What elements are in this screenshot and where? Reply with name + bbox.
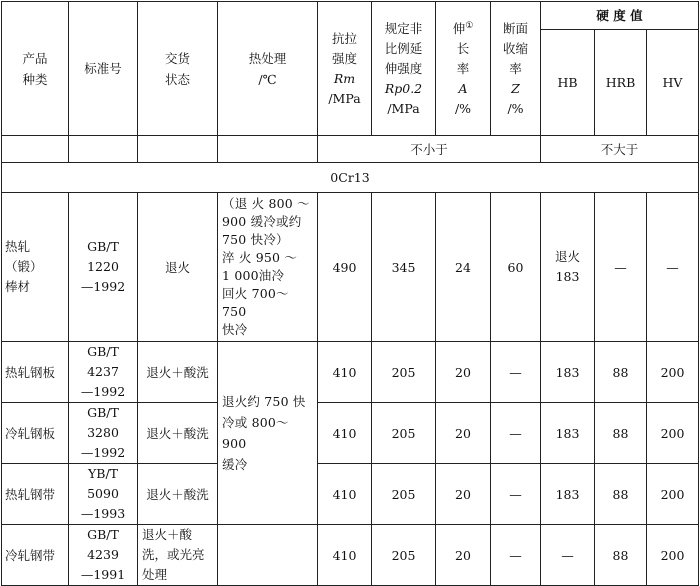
standard-line1: GB/T 3280 xyxy=(87,405,119,440)
reduction-value: — xyxy=(491,464,541,525)
reduction-value: — xyxy=(491,342,541,403)
header-elong-symbol: A xyxy=(458,80,468,96)
header-heat-treatment xyxy=(218,2,318,136)
delivery-state: 退火＋酸洗 xyxy=(138,464,218,525)
ht-line1: （退 火 800 ～ xyxy=(222,196,310,211)
not-greater-than: 不大于 xyxy=(541,136,699,163)
shared-ht-line1: 退火约 750 快 xyxy=(222,394,306,409)
proof-value: 205 xyxy=(372,525,436,586)
standard-line2: —1992 xyxy=(80,384,126,399)
header-tensile-unit: /MPa xyxy=(328,90,361,106)
header-proof-symbol: Rp0.2 xyxy=(384,80,423,96)
elongation-value: 20 xyxy=(436,342,491,403)
header-proof-line3: 伸强度 xyxy=(384,60,423,76)
properties-table xyxy=(1,1,699,586)
table-row xyxy=(2,464,699,525)
table-row xyxy=(2,342,699,403)
header-red-line3: 率 xyxy=(509,60,522,76)
ht-blank xyxy=(218,525,318,586)
header-ht-line2: /℃ xyxy=(258,71,277,87)
standard-line1: YB/T 5090 xyxy=(87,466,119,501)
proof-value: 205 xyxy=(372,342,436,403)
product-line1: 热轧（锻） xyxy=(5,239,43,274)
standard-line1: GB/T 4239 xyxy=(87,527,119,562)
header-product-type-line1: 产品 xyxy=(22,50,48,66)
hrb-value: 88 xyxy=(595,464,647,525)
limits-blank-1 xyxy=(2,136,69,163)
tensile-value: 410 xyxy=(318,525,372,586)
tensile-value: 410 xyxy=(318,464,372,525)
standard-line1: GB/T 4237 xyxy=(87,344,119,379)
product-type: 热轧钢板 xyxy=(2,342,69,403)
elongation-value: 20 xyxy=(436,525,491,586)
delivery-state: 退火＋酸洗 xyxy=(138,342,218,403)
standard-no xyxy=(69,342,138,403)
header-delivery-state xyxy=(138,2,218,136)
standard-no xyxy=(69,525,138,586)
header-ht-line1: 热处理 xyxy=(248,50,287,66)
header-standard-no: 标准号 xyxy=(69,2,138,136)
ht-line2: 900 缓冷或约 xyxy=(222,214,302,229)
product-type xyxy=(2,193,69,342)
shared-ht-line2: 冷或 800～900 xyxy=(222,415,289,451)
product-type: 冷轧钢带 xyxy=(2,525,69,586)
standard-no xyxy=(69,193,138,342)
hv-value: 200 xyxy=(647,342,699,403)
shared-ht-line3: 缓冷 xyxy=(222,457,248,472)
header-elongation xyxy=(436,2,491,136)
header-product-type-line2: 种类 xyxy=(22,71,48,87)
ht-line7: 快冷 xyxy=(222,322,248,337)
hv-value: 200 xyxy=(647,525,699,586)
hrb-value: 88 xyxy=(595,342,647,403)
header-tensile-strength xyxy=(318,2,372,136)
delivery-state: 退火＋酸洗，或光亮处理 xyxy=(138,525,218,586)
header-proof-line2: 比例延 xyxy=(384,40,423,56)
grade-label: 0Cr13 xyxy=(2,163,699,193)
reduction-value: — xyxy=(491,525,541,586)
header-delivery-line1: 交货 xyxy=(164,50,190,66)
product-type: 冷轧钢板 xyxy=(2,403,69,464)
standard-line2: —1993 xyxy=(80,506,126,521)
elongation-value: 24 xyxy=(436,193,491,342)
hb-value: 183 xyxy=(541,342,595,403)
ht-line4: 淬 火 950 ～ xyxy=(222,250,298,265)
header-elong-note: ① xyxy=(465,20,474,31)
header-proof-unit: /MPa xyxy=(387,100,420,116)
tensile-value: 410 xyxy=(318,403,372,464)
ht-line3: 750 快冷） xyxy=(222,232,289,247)
standard-line2: —1992 xyxy=(80,445,126,460)
proof-value: 345 xyxy=(372,193,436,342)
header-hv: HV xyxy=(647,30,699,136)
header-hrb: HRB xyxy=(595,30,647,136)
hb-value: — xyxy=(541,525,595,586)
ht-line5: 1 000油冷 xyxy=(222,268,285,283)
header-hb: HB xyxy=(541,30,595,136)
standard-line2: —1991 xyxy=(80,567,126,582)
hb-value xyxy=(541,193,595,342)
tensile-value: 490 xyxy=(318,193,372,342)
delivery-state: 退火＋酸洗 xyxy=(138,403,218,464)
hv-value: 200 xyxy=(647,403,699,464)
standard-no xyxy=(69,464,138,525)
hv-value: 200 xyxy=(647,464,699,525)
heat-treatment xyxy=(218,193,318,342)
header-hardness: 硬 度 值 xyxy=(541,2,699,30)
table-row xyxy=(2,193,699,342)
grade-row xyxy=(2,163,699,193)
tensile-value: 410 xyxy=(318,342,372,403)
hv-value: — xyxy=(647,193,699,342)
header-reduction xyxy=(491,2,541,136)
hb-value: 183 xyxy=(541,464,595,525)
limits-row xyxy=(2,136,699,163)
table-row xyxy=(2,525,699,586)
header-tensile-line1: 抗拉 xyxy=(331,30,357,46)
reduction-value: — xyxy=(491,403,541,464)
product-line2: 棒材 xyxy=(5,279,31,294)
header-tensile-symbol: Rm xyxy=(333,70,356,86)
hb-line1: 退火 xyxy=(554,249,580,264)
header-row-1 xyxy=(2,2,699,30)
header-tensile-line2: 强度 xyxy=(331,50,357,66)
shared-heat-treatment xyxy=(218,342,318,525)
delivery-state: 退火 xyxy=(138,193,218,342)
header-elong-line1: 伸 xyxy=(452,20,466,36)
reduction-value: 60 xyxy=(491,193,541,342)
header-red-line2: 收缩 xyxy=(502,40,528,56)
header-red-symbol: Z xyxy=(511,80,520,96)
hb-value: 183 xyxy=(541,403,595,464)
elongation-value: 20 xyxy=(436,403,491,464)
proof-value: 205 xyxy=(372,464,436,525)
header-red-line1: 断面 xyxy=(502,20,528,36)
standard-no xyxy=(69,403,138,464)
proof-value: 205 xyxy=(372,403,436,464)
hrb-value: 88 xyxy=(595,525,647,586)
ht-line6: 回火 700～750 xyxy=(222,286,289,319)
header-product-type xyxy=(2,2,69,136)
standard-line2: —1992 xyxy=(80,279,126,294)
hrb-value: — xyxy=(595,193,647,342)
hb-line2: 183 xyxy=(555,269,580,284)
header-proof-line1: 规定非 xyxy=(384,20,423,36)
not-less-than: 不小于 xyxy=(318,136,541,163)
product-type: 热轧钢带 xyxy=(2,464,69,525)
header-elong-line2: 长 xyxy=(456,40,470,56)
header-red-unit: /% xyxy=(507,100,524,116)
hrb-value: 88 xyxy=(595,403,647,464)
table-row xyxy=(2,403,699,464)
limits-blank-2 xyxy=(69,136,138,163)
limits-blank-3 xyxy=(138,136,218,163)
limits-blank-4 xyxy=(218,136,318,163)
standard-line1: GB/T 1220 xyxy=(87,239,119,274)
header-elong-unit: /% xyxy=(454,100,472,116)
elongation-value: 20 xyxy=(436,464,491,525)
header-proof-strength xyxy=(372,2,436,136)
header-elong-line3: 率 xyxy=(456,60,470,76)
header-delivery-line2: 状态 xyxy=(164,71,190,87)
